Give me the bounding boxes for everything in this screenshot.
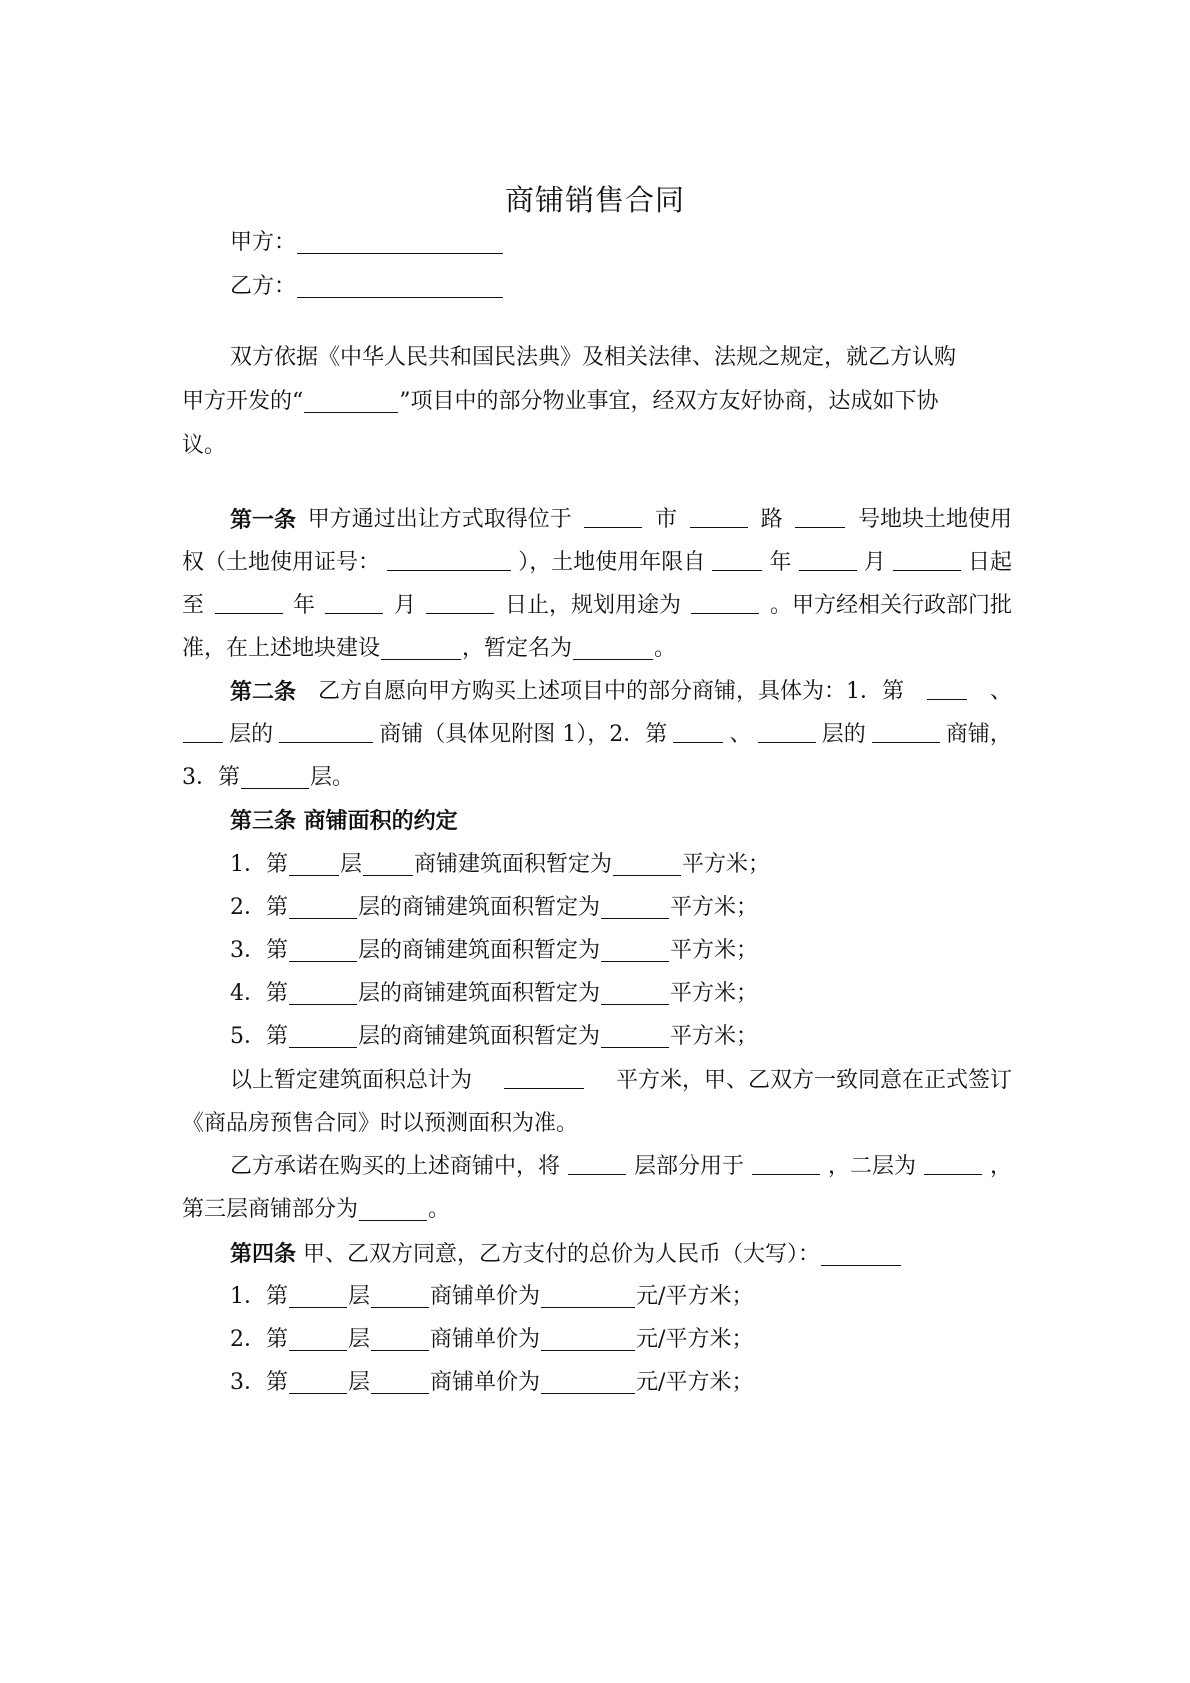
area-total-line-2: 《商品房预售合同》时以预测面积为准。: [182, 1111, 579, 1136]
party-b-line: 乙方：: [230, 272, 1012, 302]
article-2-line-1: 第二条 乙方自愿向甲方购买上述项目中的部分商铺，具体为：1．第 、: [230, 679, 1012, 705]
party-b-blank: [297, 275, 503, 298]
article-4-line: 第四条 甲、乙双方同意，乙方支付的总价为人民币（大写）：: [230, 1239, 1012, 1270]
article-2-line-3: 3．第 层。: [182, 765, 355, 790]
intro-line-3: 议。: [182, 433, 227, 458]
price-item-2: 2．第 层 商铺单价为 元/平方米；: [230, 1327, 754, 1352]
article-1-line-2: 权（土地使用证号： ），土地使用年限自 年 月 日起: [182, 550, 1012, 575]
article-1-line-4: 准，在上述地块建设 ，暂定名为 。: [182, 636, 677, 661]
article-3-heading: 第三条 商铺面积的约定: [230, 808, 458, 834]
area-item-1: 1．第 层 商铺建筑面积暂定为 平方米；: [230, 852, 771, 877]
usage-line-1: 乙方承诺在购买的上述商铺中，将 层部分用于 ，二层为 ，: [230, 1154, 1012, 1179]
area-total-line-1: 以上暂定建筑面积总计为 平方米，甲、乙双方一致同意在正式签订: [230, 1068, 1012, 1093]
intro-line-2: 甲方开发的“ ”项目中的部分物业事宜，经双方友好协商，达成如下协: [182, 389, 939, 414]
article-2-line-2: 层的 商铺（具体见附图 1），2．第 、 层的 商铺，: [182, 720, 1012, 750]
party-a-line: 甲方：: [230, 228, 1012, 258]
area-item-4: 4．第 层的商铺建筑面积暂定为 平方米；: [230, 981, 759, 1006]
article-1-line-1: 第一条 甲方通过出让方式取得位于 市 路 号地块土地使用: [230, 507, 1012, 533]
area-item-2: 2．第 层的商铺建筑面积暂定为 平方米；: [230, 895, 759, 920]
intro-line-1: 双方依据《中华人民共和国民法典》及相关法律、法规之规定，就乙方认购: [230, 345, 957, 370]
party-a-blank: [297, 231, 503, 254]
article-1-line-3: 至 年 月 日止，规划用途为 。甲方经相关行政部门批: [182, 593, 1012, 618]
price-item-3: 3．第 层 商铺单价为 元/平方米；: [230, 1370, 754, 1395]
area-item-5: 5．第 层的商铺建筑面积暂定为 平方米；: [230, 1024, 759, 1049]
usage-line-2: 第三层商铺部分为 。: [182, 1197, 451, 1222]
document-title: 商铺销售合同: [504, 183, 685, 217]
project-name-blank: [304, 390, 398, 413]
area-item-3: 3．第 层的商铺建筑面积暂定为 平方米；: [230, 938, 759, 963]
price-item-1: 1．第 层 商铺单价为 元/平方米；: [230, 1284, 754, 1309]
